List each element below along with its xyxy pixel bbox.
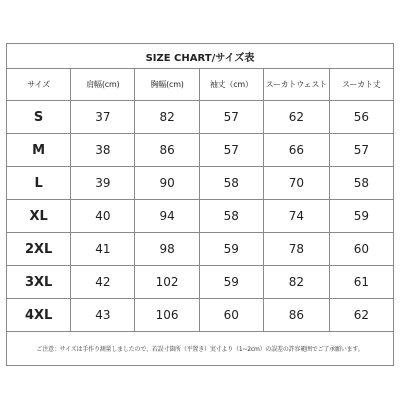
table-row bbox=[7, 167, 394, 200]
table-cell: 43 bbox=[71, 299, 135, 332]
table-cell: 39 bbox=[71, 167, 135, 200]
table-cell: 106 bbox=[135, 299, 199, 332]
table-cell: 74 bbox=[263, 200, 329, 233]
table-cell: 41 bbox=[71, 233, 135, 266]
size-label: S bbox=[7, 101, 71, 134]
note-row bbox=[7, 332, 394, 366]
table-cell: 90 bbox=[135, 167, 199, 200]
title-row bbox=[7, 44, 394, 69]
table-cell: 56 bbox=[329, 101, 393, 134]
table-cell: 57 bbox=[199, 134, 263, 167]
header-chest-width: 胸幅(cm) bbox=[135, 69, 199, 101]
table-row bbox=[7, 200, 394, 233]
header-skirt-waist: スーカトウェスト bbox=[263, 69, 329, 101]
table-row bbox=[7, 233, 394, 266]
table-cell: 86 bbox=[135, 134, 199, 167]
table-cell: 57 bbox=[199, 101, 263, 134]
table-cell: 58 bbox=[199, 167, 263, 200]
header-sleeve-length: 袖丈（cm） bbox=[199, 69, 263, 101]
table-cell: 58 bbox=[329, 167, 393, 200]
table-row bbox=[7, 266, 394, 299]
header-size: サイズ bbox=[7, 69, 71, 101]
table-cell: 78 bbox=[263, 233, 329, 266]
table-cell: 60 bbox=[199, 299, 263, 332]
table-cell: 102 bbox=[135, 266, 199, 299]
size-chart-table bbox=[6, 43, 394, 366]
table-cell: 82 bbox=[135, 101, 199, 134]
header-shoulder-width: 肩幅(cm) bbox=[71, 69, 135, 101]
table-cell: 38 bbox=[71, 134, 135, 167]
table-cell: 59 bbox=[329, 200, 393, 233]
header-skirt-length: スーカト丈 bbox=[329, 69, 393, 101]
table-row bbox=[7, 134, 394, 167]
size-label: XL bbox=[7, 200, 71, 233]
size-label: 4XL bbox=[7, 299, 71, 332]
table-row bbox=[7, 299, 394, 332]
table-cell: 61 bbox=[329, 266, 393, 299]
table-cell: 42 bbox=[71, 266, 135, 299]
size-label: 2XL bbox=[7, 233, 71, 266]
table-cell: 60 bbox=[329, 233, 393, 266]
table-cell: 62 bbox=[329, 299, 393, 332]
measurement-note: ご注意：サイズは手作り測量しましたので、若誤寸箇所（平置き）実寸より（1~2cm）の誤差の許容範囲でご了承願います。 bbox=[7, 332, 394, 366]
size-label: 3XL bbox=[7, 266, 71, 299]
table-cell: 66 bbox=[263, 134, 329, 167]
table-cell: 70 bbox=[263, 167, 329, 200]
table-cell: 59 bbox=[199, 233, 263, 266]
size-label: L bbox=[7, 167, 71, 200]
table-cell: 94 bbox=[135, 200, 199, 233]
table-cell: 40 bbox=[71, 200, 135, 233]
table-cell: 98 bbox=[135, 233, 199, 266]
table-cell: 37 bbox=[71, 101, 135, 134]
table-cell: 82 bbox=[263, 266, 329, 299]
table-cell: 57 bbox=[329, 134, 393, 167]
table-cell: 58 bbox=[199, 200, 263, 233]
table-cell: 86 bbox=[263, 299, 329, 332]
chart-title: SIZE CHART/サイズ表 bbox=[7, 44, 394, 69]
table-cell: 59 bbox=[199, 266, 263, 299]
size-label: M bbox=[7, 134, 71, 167]
table-row bbox=[7, 101, 394, 134]
header-row bbox=[7, 69, 394, 101]
table-cell: 62 bbox=[263, 101, 329, 134]
